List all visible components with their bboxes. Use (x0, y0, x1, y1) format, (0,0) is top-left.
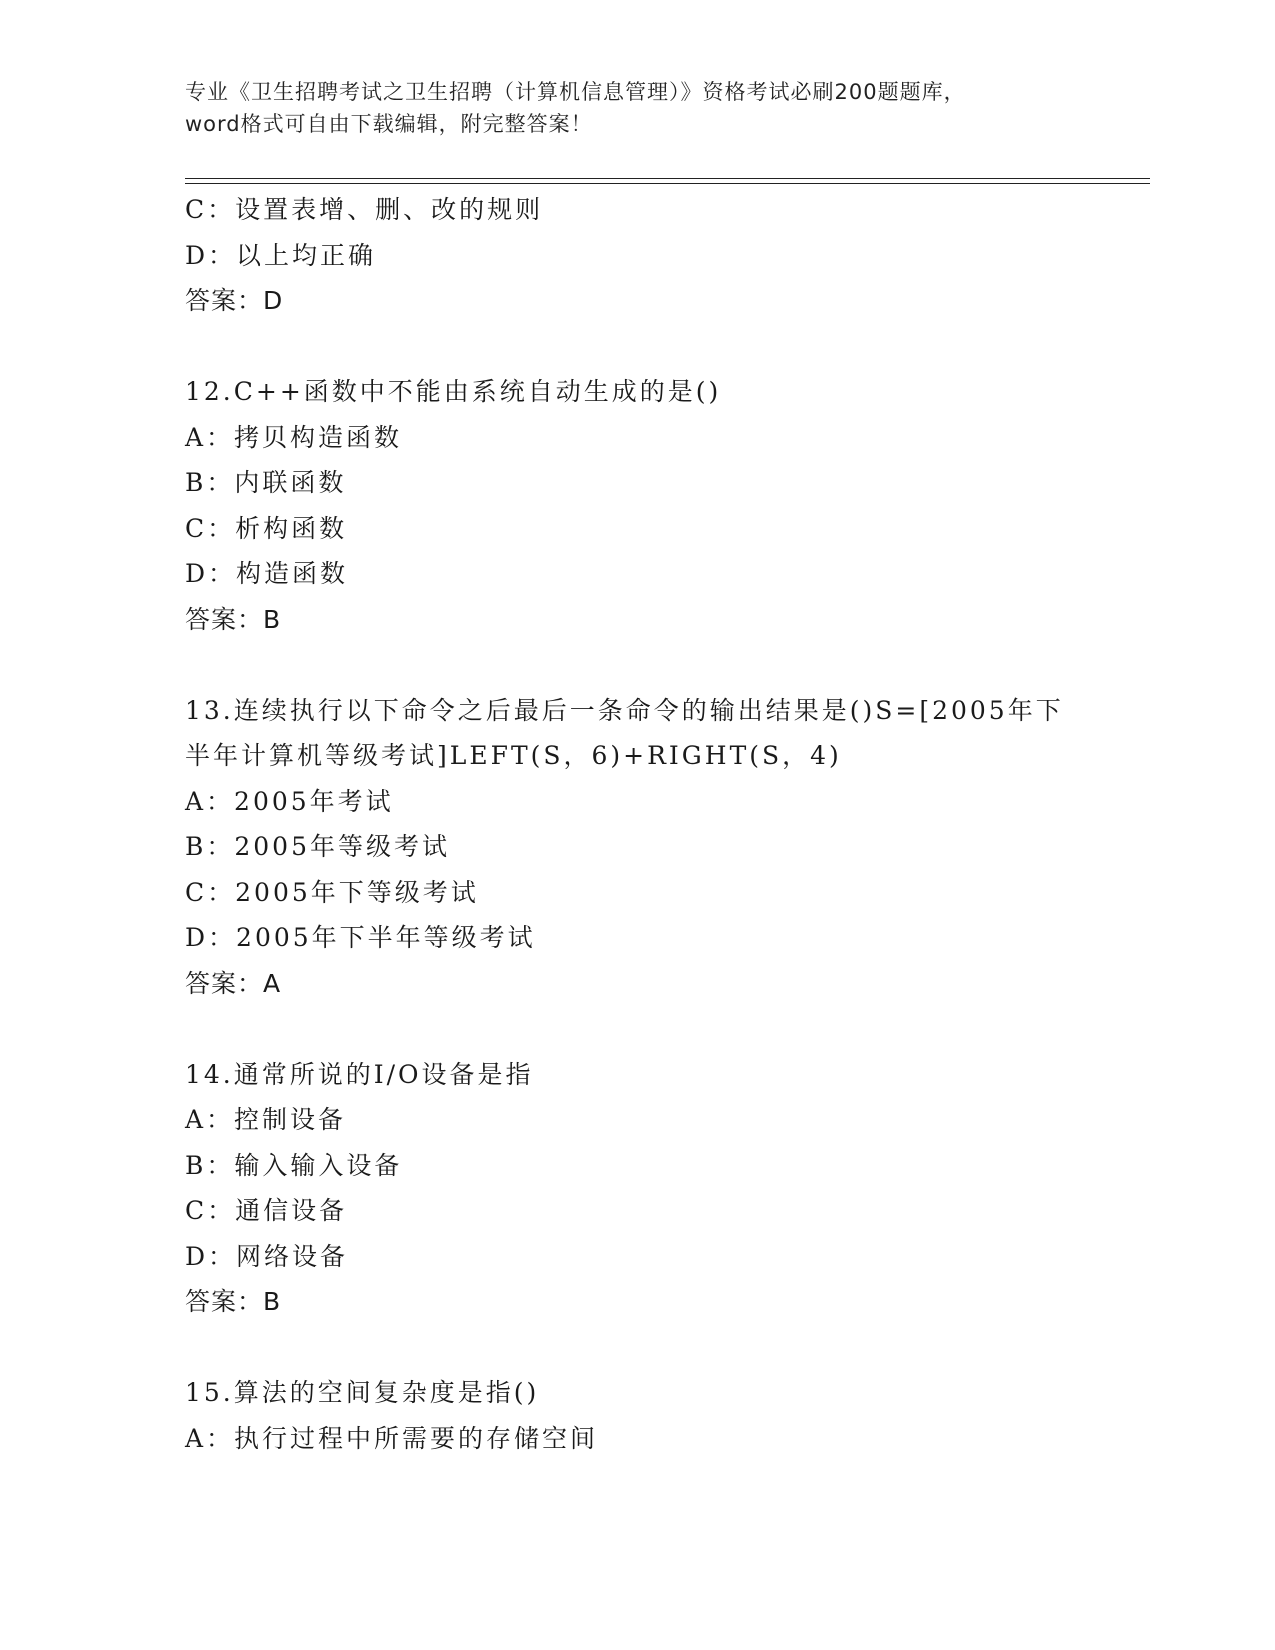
question-13 (185, 688, 1085, 1007)
question-stem-continued: 半年计算机等级考试]LEFT(S，6)+RIGHT(S，4) (185, 741, 842, 770)
answer: 答案：A (185, 968, 282, 998)
option-d: D：2005年下半年等级考试 (185, 923, 536, 952)
header-divider-bottom (185, 183, 1150, 184)
option-b: B：内联函数 (185, 468, 347, 497)
question-14 (185, 1052, 1085, 1325)
option-b: B：2005年等级考试 (185, 832, 450, 861)
question-stem: 14.通常所说的I/O设备是指 (185, 1059, 534, 1089)
spacer (185, 642, 1085, 688)
option-a: A：控制设备 (185, 1105, 347, 1134)
question-12 (185, 369, 1085, 642)
question-list (185, 187, 1085, 1461)
option-a: A：执行过程中所需要的存储空间 (185, 1423, 599, 1453)
question-stem: 12.C++函数中不能由系统自动生成的是() (185, 377, 722, 406)
header-line-1: 专业《卫生招聘考试之卫生招聘（计算机信息管理）》资格考试必刷200题题库， (185, 80, 966, 104)
question-stem: 13.连续执行以下命令之后最后一条命令的输出结果是()S=[2005年下 (185, 695, 1064, 725)
question-stem: 15.算法的空间复杂度是指() (185, 1378, 540, 1407)
option-d: D：以上均正确 (185, 240, 377, 270)
question-15 (185, 1370, 1085, 1461)
option-c: C：2005年下等级考试 (185, 877, 479, 907)
document-header (185, 76, 1085, 140)
option-d: D：构造函数 (185, 559, 349, 588)
option-a: A：2005年考试 (185, 786, 394, 816)
option-c: C：通信设备 (185, 1196, 348, 1225)
answer: 答案：B (185, 604, 282, 634)
header-line-2: word格式可自由下载编辑，附完整答案！ (185, 112, 593, 136)
spacer (185, 1325, 1085, 1371)
spacer (185, 324, 1085, 370)
option-c: C：设置表增、删、改的规则 (185, 195, 544, 224)
option-c: C：析构函数 (185, 513, 348, 543)
answer: 答案：D (185, 286, 284, 315)
question-11-tail (185, 187, 1085, 324)
option-a: A：拷贝构造函数 (185, 422, 403, 452)
option-b: B：输入输入设备 (185, 1150, 403, 1180)
spacer (185, 1006, 1085, 1052)
header-divider-top (185, 178, 1150, 179)
option-d: D：网络设备 (185, 1241, 349, 1271)
answer: 答案：B (185, 1287, 282, 1316)
